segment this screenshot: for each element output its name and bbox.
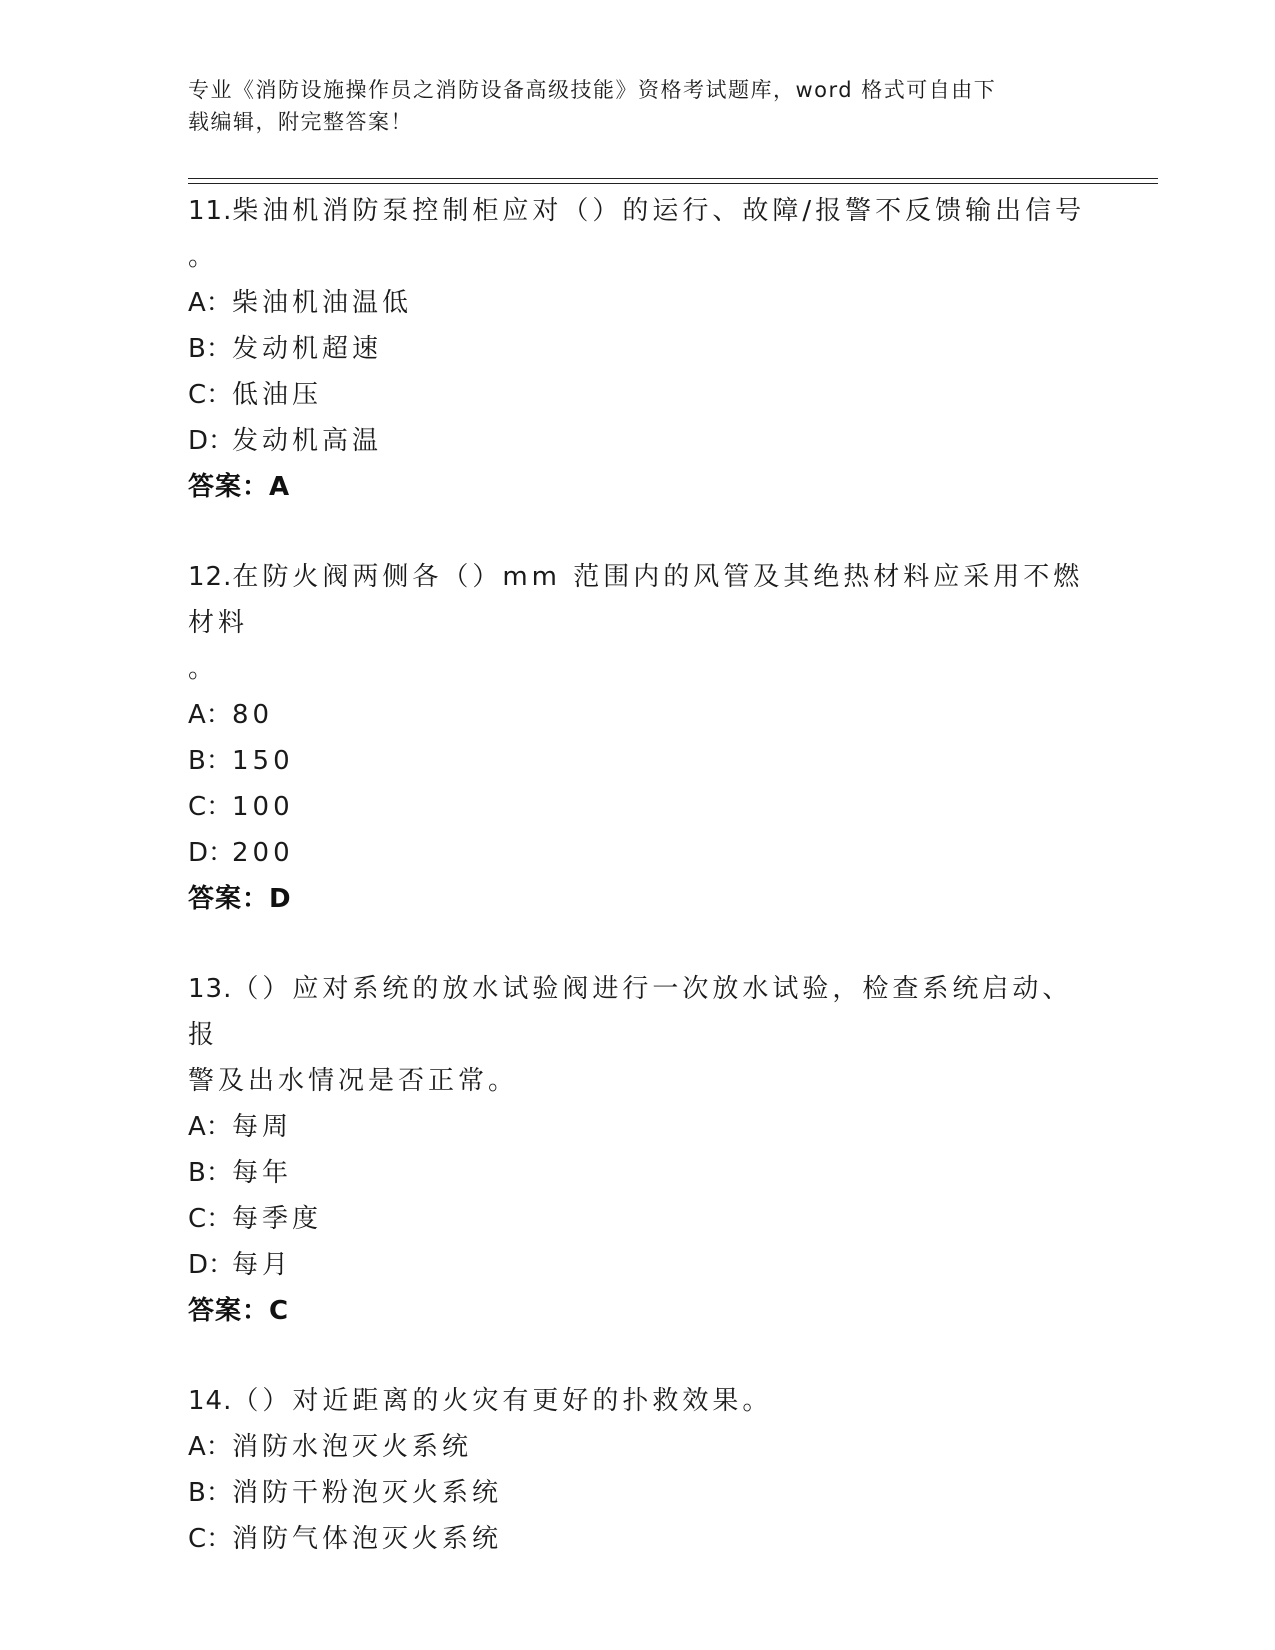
- question-14: [188, 1378, 1088, 1562]
- option-key: D：: [188, 426, 235, 456]
- option-b: [188, 738, 1088, 784]
- option-text: 80: [232, 700, 274, 730]
- question-number: 11.: [188, 196, 233, 226]
- question-stem: [188, 966, 1088, 1058]
- option-key: A：: [188, 1112, 232, 1142]
- document-header: [188, 74, 1088, 138]
- answer-line: 答案：A: [188, 472, 291, 502]
- question-text-line-2: 。: [188, 654, 219, 684]
- option-a: [188, 1104, 1088, 1150]
- option-key: B：: [188, 746, 232, 776]
- option-c: [188, 1516, 1088, 1562]
- option-c: [188, 1196, 1088, 1242]
- option-text: 发动机高温: [232, 426, 383, 456]
- option-text: 100: [232, 792, 294, 822]
- option-text: 每季度: [232, 1204, 323, 1234]
- question-13: [188, 966, 1088, 1334]
- option-c: [188, 784, 1088, 830]
- option-key: C：: [188, 1204, 233, 1234]
- option-b: [188, 1150, 1088, 1196]
- option-key: B：: [188, 1478, 232, 1508]
- option-key: C：: [188, 792, 233, 822]
- question-text-line-1: （）对近距离的火灾有更好的扑救效果。: [232, 1386, 773, 1416]
- option-b: [188, 1470, 1088, 1516]
- question-stem: [188, 1378, 1088, 1424]
- header-divider-top: [188, 178, 1158, 179]
- question-list: [188, 188, 1088, 1606]
- question-12: [188, 554, 1088, 922]
- option-key: D：: [188, 838, 235, 868]
- question-stem: [188, 188, 1088, 234]
- option-b: [188, 326, 1088, 372]
- option-key: C：: [188, 380, 233, 410]
- option-d: [188, 830, 1088, 876]
- question-text-line-1: 在防火阀两侧各（）mm 范围内的风管及其绝热材料应采用不燃材料: [188, 562, 1084, 638]
- option-key: D：: [188, 1250, 235, 1280]
- option-key: A：: [188, 1432, 232, 1462]
- option-c: [188, 372, 1088, 418]
- option-text: 低油压: [232, 380, 323, 410]
- question-number: 12.: [188, 562, 233, 592]
- question-number: 14.: [188, 1386, 233, 1416]
- question-text-line-1: （）应对系统的放水试验阀进行一次放水试验，检查系统启动、报: [188, 974, 1073, 1050]
- question-stem: [188, 554, 1088, 646]
- option-text: 消防干粉泡灭火系统: [232, 1478, 503, 1508]
- question-number: 13.: [188, 974, 233, 1004]
- option-text: 柴油机油温低: [232, 288, 413, 318]
- option-d: [188, 1242, 1088, 1288]
- option-d: [188, 418, 1088, 464]
- header-line-1: 专业《消防设施操作员之消防设备高级技能》资格考试题库，word 格式可自由下: [188, 78, 997, 102]
- option-text: 每年: [232, 1158, 293, 1188]
- option-key: B：: [188, 1158, 232, 1188]
- header-divider-bottom: [188, 183, 1158, 184]
- header-line-2: 载编辑，附完整答案！: [188, 110, 413, 134]
- option-text: 消防气体泡灭火系统: [232, 1524, 503, 1554]
- option-a: [188, 692, 1088, 738]
- question-text-line-2: 警及出水情况是否正常。: [188, 1066, 519, 1096]
- option-text: 发动机超速: [232, 334, 383, 364]
- answer-line: 答案：D: [188, 884, 292, 914]
- option-a: [188, 1424, 1088, 1470]
- question-text-line-2: 。: [188, 242, 219, 272]
- option-text: 每月: [232, 1250, 293, 1280]
- option-text: 200: [232, 838, 294, 868]
- option-text: 消防水泡灭火系统: [232, 1432, 473, 1462]
- option-key: B：: [188, 334, 232, 364]
- option-key: C：: [188, 1524, 233, 1554]
- option-key: A：: [188, 700, 232, 730]
- question-text-line-1: 柴油机消防泵控制柜应对（）的运行、故障/报警不反馈输出信号: [232, 196, 1086, 226]
- answer-line: 答案：C: [188, 1296, 290, 1326]
- option-text: 每周: [232, 1112, 293, 1142]
- question-11: [188, 188, 1088, 510]
- option-a: [188, 280, 1088, 326]
- option-text: 150: [232, 746, 294, 776]
- option-key: A：: [188, 288, 232, 318]
